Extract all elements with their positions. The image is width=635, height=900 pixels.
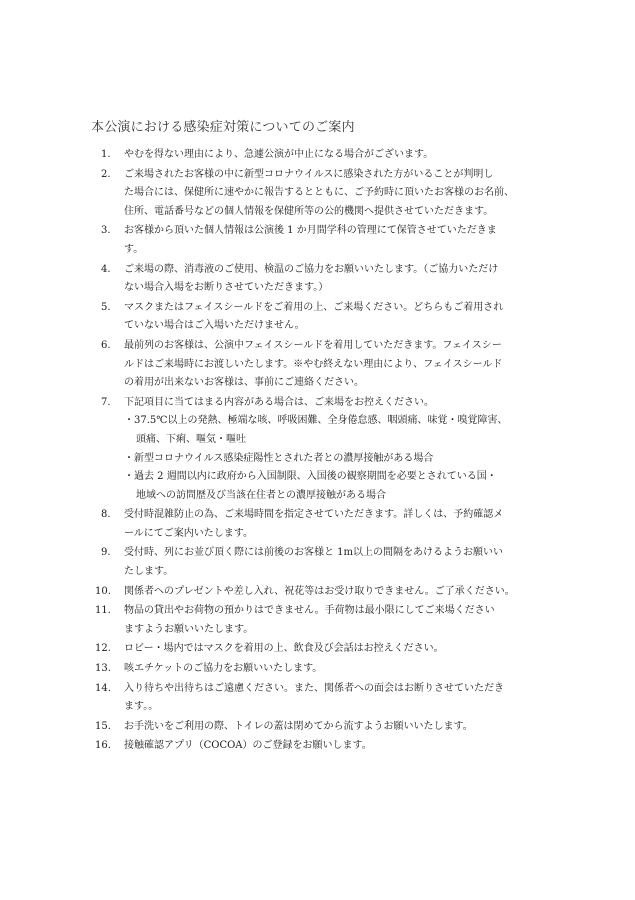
list-item: [101, 544, 561, 581]
item-text: 接触確認アプリ（COCOA）のご登録をお願いします。: [124, 740, 372, 752]
item-number: 4.: [101, 263, 111, 275]
item-text: 咳エチケットのご協力をお願いいたします。: [124, 663, 323, 675]
list-item: [101, 261, 561, 298]
list-item: [101, 394, 561, 506]
item-text: ます。。: [124, 701, 159, 713]
list-item: [101, 299, 561, 336]
item-text: やむを得ない理由により、急遽公演が中止になる場合がございます。: [124, 149, 434, 160]
item-text: 受付時混雑防止の為、ご来場時間を指定させていただきます。詳しくは、予約確認メ: [124, 509, 504, 521]
list-item: [95, 660, 561, 679]
item-number: 6.: [101, 339, 111, 351]
list-item: [95, 718, 561, 737]
page-title: 本公演における感染症対策についてのご案内: [91, 120, 355, 135]
list-item: [101, 146, 561, 165]
list-item: [95, 737, 561, 756]
item-text: 下記項目に当てはまる内容がある場合は、ご来場をお控えください。: [124, 396, 434, 408]
item-text: 受付時、列にお並び頂く際には前後のお客様と 1m以上の間隔をあけるようお願いい: [124, 547, 504, 559]
item-text: 最前列のお客様は、公演中フェイスシールドを着用していただきます。フェイスシー: [124, 339, 502, 351]
item-text: ルドはご来場時にお渡しいたします。※やむ終えない理由により、フェイスシールド: [124, 358, 503, 370]
list-item: [95, 680, 561, 717]
item-number: 13.: [95, 663, 111, 675]
item-text: の着用が出来ないお客様は、事前にご連絡ください。: [124, 377, 364, 389]
item-text: 関係者へのプレゼントや差し入れ、祝花等はお受け取りできません。ご了承ください。: [124, 585, 515, 597]
list-item: [95, 640, 561, 659]
item-text: ご来場されたお客様の中に新型コロナウイルスに感染された方がいることが判明し: [124, 168, 494, 180]
item-text: た場合には、保健所に速やかに報告するとともに、ご予約時に頂いたお客様のお名前、: [124, 187, 514, 199]
sub-bullet: ・過去 2 週間以内に政府から入国制限、入国後の観察期間を必要とされている国・: [124, 471, 497, 483]
item-text: 入り待ちや出待ちはご遠慮ください。また、関係者への面会はお断りさせていただき: [124, 682, 504, 694]
item-number: 8.: [101, 509, 111, 521]
notice-list: [95, 146, 561, 757]
list-item: [95, 602, 561, 639]
list-item: [101, 506, 561, 543]
item-number: 16.: [95, 740, 111, 752]
sub-bullet-cont: 頭痛、下痢、嘔気・嘔吐: [136, 433, 246, 445]
item-number: 14.: [95, 682, 111, 694]
item-text: ールにてご案内いたします。: [124, 527, 253, 539]
sub-bullet: ・新型コロナウイルス感染症陽性とされた者との濃厚接触がある場合: [124, 452, 434, 464]
item-number: 10.: [95, 585, 111, 597]
item-text: たします。: [124, 566, 174, 578]
item-text: お手洗いをご利用の際、トイレの蓋は閉めてから流すようお願いいたします。: [124, 720, 473, 732]
item-number: 12.: [95, 643, 111, 655]
item-number: 5.: [101, 301, 111, 313]
item-text: ご来場の際、消毒液のご使用、検温のご協力をお願いいたします。（ご協力いただけ: [124, 263, 499, 275]
item-number: 1.: [101, 149, 111, 160]
item-text: 住所、電話番号などの個人情報を保健所等の公的機関へ提供させていただきます。: [124, 205, 494, 217]
item-number: 9.: [101, 547, 111, 559]
item-text: 物品の貸出やお荷物の預かりはできません。手荷物は最小限にしてご来場ください: [124, 605, 495, 617]
item-number: 11.: [95, 605, 111, 617]
item-number: 7.: [101, 396, 111, 408]
item-text: ない場合入場をお断りさせていただきます。）: [124, 282, 329, 294]
list-item: [101, 166, 561, 222]
list-item: [95, 583, 561, 602]
list-item: [101, 222, 561, 259]
list-item: [101, 337, 561, 393]
item-number: 2.: [101, 168, 111, 180]
item-number: 15.: [95, 720, 111, 732]
item-text: お客様から頂いた個人情報は公演後 1 か月間学科の管理にて保管させていただきま: [124, 225, 497, 237]
sub-bullet-cont: 地域への訪問歴及び当該在住者との濃厚接触がある場合: [136, 489, 386, 501]
item-text: ていない場合はご入場いただけません。: [124, 320, 305, 332]
item-text: ロビー・場内ではマスクを着用の上、飲食及び会話はお控えください。: [124, 643, 444, 655]
item-number: 3.: [101, 225, 111, 237]
item-text: マスクまたはフェイスシールドをご着用の上、ご来場ください。どちらもご着用され: [124, 301, 504, 313]
item-text: す。: [124, 243, 144, 255]
item-text: ますようお願いいたします。: [124, 623, 254, 635]
sub-bullet: ・37.5℃以上の発熱、極端な咳、呼吸困難、全身倦怠感、咽頭痛、味覚・嗅覚障害、: [124, 415, 508, 427]
